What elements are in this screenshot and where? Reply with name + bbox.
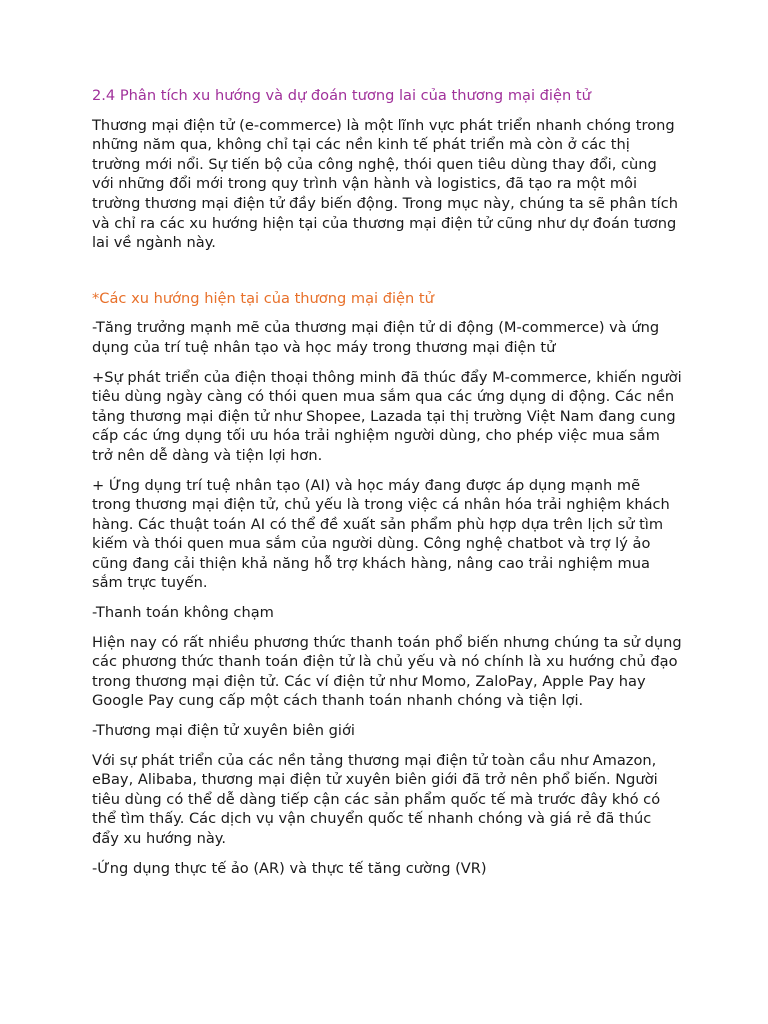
trend-mcommerce-title: -Tăng trưởng mạnh mẽ của thương mại điện tử di động (M-commerce) và ứng dụng của trí tuệ nhân tạo và học máy trong thương mại điện tử bbox=[92, 319, 660, 356]
trend-contactless-title: -Thanh toán không chạm bbox=[92, 604, 274, 622]
trend-ar-vr-title: -Ứng dụng thực tế ảo (AR) và thực tế tăng cường (VR) bbox=[92, 859, 487, 877]
trend-crossborder-title: -Thương mại điện tử xuyên biên giới bbox=[92, 722, 355, 740]
trend-contactless-paragraph: Hiện nay có rất nhiều phương thức thanh toán phổ biến nhưng chúng ta sử dụng các phương thức thanh toán điện tử là chủ yếu và nó chính là xu hướng chủ đạo trong thương mại điện tử. Các ví điện tử như Momo, ZaloPay, Apple Pay hay Google Pay cung cấp một cách thanh toán nhanh chóng và tiện lợi. bbox=[92, 633, 682, 710]
section-heading: 2.4 Phân tích xu hướng và dự đoán tương lai của thương mại điện tử bbox=[92, 87, 591, 104]
trend-mcommerce-paragraph: +Sự phát triển của điện thoại thông minh đã thúc đẩy M-commerce, khiến người tiêu dùng ngày càng có thói quen mua sắm qua các ứng dụng di động. Các nền tảng thương mại điện tử như Shopee, Lazada tại thị trường Việt Nam đang cung cấp các ứng dụng tối ưu hóa trải nghiệm người dùng, cho phép việc mua sắm trở nên dễ dàng và tiện lợi hơn. bbox=[92, 368, 682, 464]
trend-crossborder-paragraph: Với sự phát triển của các nền tảng thương mại điện tử toàn cầu như Amazon, eBay, Alibaba, thương mại điện tử xuyên biên giới đã trở nên phổ biến. Người tiêu dùng có thể dễ dàng tiếp cận các sản phẩm quốc tế mà trước đây khó có thể tìm thấy. Các dịch vụ vận chuyển quốc tế nhanh chóng và giá rẻ đã thúc đẩy xu hướng này. bbox=[92, 751, 661, 847]
subsection-heading: *Các xu hướng hiện tại của thương mại điện tử bbox=[92, 289, 434, 307]
document-page bbox=[92, 86, 682, 888]
intro-paragraph: Thương mại điện tử (e-commerce) là một lĩnh vực phát triển nhanh chóng trong những năm qua, không chỉ tại các nền kinh tế phát triển mà còn ở các thị trường mới nổi. Sự tiến bộ của công nghệ, thói quen tiêu dùng thay đổi, cùng với những đổi mới trong quy trình vận hành và logistics, đã tạo ra một môi trường thương mại điện tử đầy biến động. Trong mục này, chúng ta sẽ phân tích và chỉ ra các xu hướng hiện tại của thương mại điện tử cũng như dự đoán tương lai về ngành này. bbox=[92, 116, 679, 252]
trend-ai-paragraph: + Ứng dụng trí tuệ nhân tạo (AI) và học máy đang được áp dụng mạnh mẽ trong thương mại điện tử, chủ yếu là trong việc cá nhân hóa trải nghiệm khách hàng. Các thuật toán AI có thể đề xuất sản phẩm phù hợp dựa trên lịch sử tìm kiếm và thói quen mua sắm của người dùng. Công nghệ chatbot và trợ lý ảo cũng đang cải thiện khả năng hỗ trợ khách hàng, nâng cao trải nghiệm mua sắm trực tuyến. bbox=[92, 476, 670, 592]
